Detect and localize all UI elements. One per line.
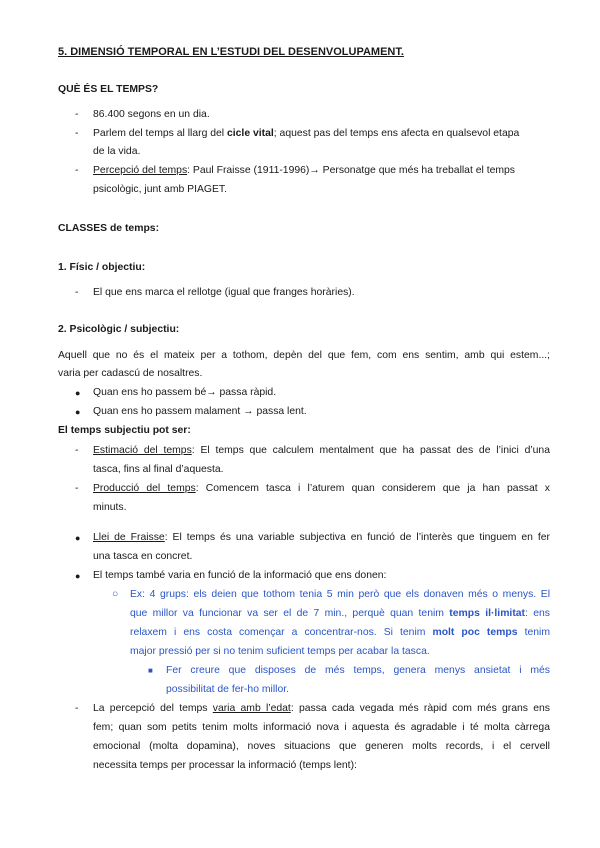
list-item-text: Quan ens ho passem malament → passa lent. [93, 406, 307, 417]
example-text: tenim [517, 627, 550, 638]
section-heading-classes: CLASSES de temps: [58, 223, 160, 234]
example-text: possibilitat de fer-ho millor. [166, 684, 290, 695]
bullet-marker: ● [75, 388, 81, 398]
list-item-text: El que ens marca el rellotge (igual que franges horàries). [93, 287, 355, 298]
bold-term: temps il·limitat [449, 608, 526, 619]
example-text: relaxem i ens costa començar a concentrar-nos. Si tenim [130, 627, 433, 638]
underlined-term: Estimació del temps [93, 445, 192, 456]
dash-marker: - [75, 445, 79, 456]
dash-marker: - [75, 703, 79, 714]
example-text: Fer creure que disposes de més temps, genera menys ansietat i més [166, 665, 550, 676]
example-text: que millor va funcionar va ser el de 7 min., perquè quan tenim [130, 608, 450, 619]
list-item-text: Quan ens ho passem bé→ passa ràpid. [93, 387, 277, 398]
underlined-term: Llei de Fraisse [93, 532, 165, 543]
dash-marker: - [75, 483, 79, 494]
list-item-text: 86.400 segons en un dia. [93, 109, 210, 120]
list-item-text: minuts. [93, 502, 127, 513]
page-title: 5. DIMENSIÓ TEMPORAL EN L’ESTUDI DEL DESENVOLUPAMENT. [58, 46, 404, 58]
list-item-text: una tasca en concret. [93, 551, 193, 562]
paragraph-line: varia per cadascú de nosaltres. [58, 368, 203, 379]
dash-marker: - [75, 128, 79, 139]
paragraph-line: Aquell que no és el mateix per a tothom, depèn del que fem, com ens sentim, amb qui estem...; [58, 350, 550, 361]
list-item-text: necessita temps per processar la informació (temps lent): [93, 760, 357, 771]
subsection-heading-physical: 1. Físic / objectiu: [58, 262, 146, 273]
bullet-marker: ● [75, 571, 81, 581]
dash-marker: - [75, 109, 79, 120]
example-text: : ens [525, 608, 550, 619]
bold-term: cicle vital [226, 128, 274, 139]
list-item-text: : Paul Fraisse (1911-1996)→ Personatge que més ha treballat el temps [187, 165, 516, 176]
list-item-text: Parlem del temps al llarg del [93, 128, 227, 139]
example-text: Ex: 4 grups: els deien que tothom tenia 5 min però que els donaven més o menys. El [130, 589, 550, 600]
dash-marker: - [75, 165, 79, 176]
list-item-text: fem; quan som petits tenim molts informació nova i aquesta és agradable i té molta càrrega [93, 722, 550, 733]
bullet-marker: ● [75, 407, 81, 417]
section-heading-what-is-time: QUÈ ÉS EL TEMPS? [58, 84, 159, 95]
list-item-text: ; aquest pas del temps ens afecta en qualsevol etapa [273, 128, 520, 139]
list-item-text: : Comencem tasca i l’aturem quan considerem que ja han passat x [195, 483, 551, 494]
underlined-term: Producció del temps [93, 483, 196, 494]
list-item-text: emocional (molta dopamina), noves situacions que generen molts records, i el cervell [93, 741, 550, 752]
square-marker: ■ [148, 666, 153, 675]
list-item-text: psicològic, junt amb PIAGET. [93, 184, 227, 195]
underlined-term: Percepció del temps [93, 165, 188, 176]
underlined-term: varia amb l’edat [212, 703, 291, 714]
subsection-heading-psychological: 2. Psicològic / subjectiu: [58, 324, 180, 335]
circle-marker: ○ [112, 589, 119, 600]
list-item-text: El temps també varia en funció de la informació que ens donen: [93, 570, 387, 581]
list-item-text: de la vida. [93, 146, 141, 157]
dash-marker: - [75, 287, 79, 298]
bold-term: molt poc temps [432, 627, 518, 638]
list-item-text: La percepció del temps [93, 703, 213, 714]
list-item-text: : El temps és una variable subjectiva en funció de l’interès que tinguem en fer [164, 532, 550, 543]
list-item-text: : El temps que calculem mentalment que ha passat des de l’inici d’una [191, 445, 550, 456]
list-item-text: : passa cada vegada més ràpid com més grans ens [290, 703, 550, 714]
list-item-text: tasca, fins al final d’aquesta. [93, 464, 224, 475]
bullet-marker: ● [75, 533, 81, 543]
example-text: major pressió per si no tenim suficient temps per acabar la tasca. [130, 646, 430, 657]
subsection-heading-subjective: El temps subjectiu pot ser: [58, 425, 191, 436]
